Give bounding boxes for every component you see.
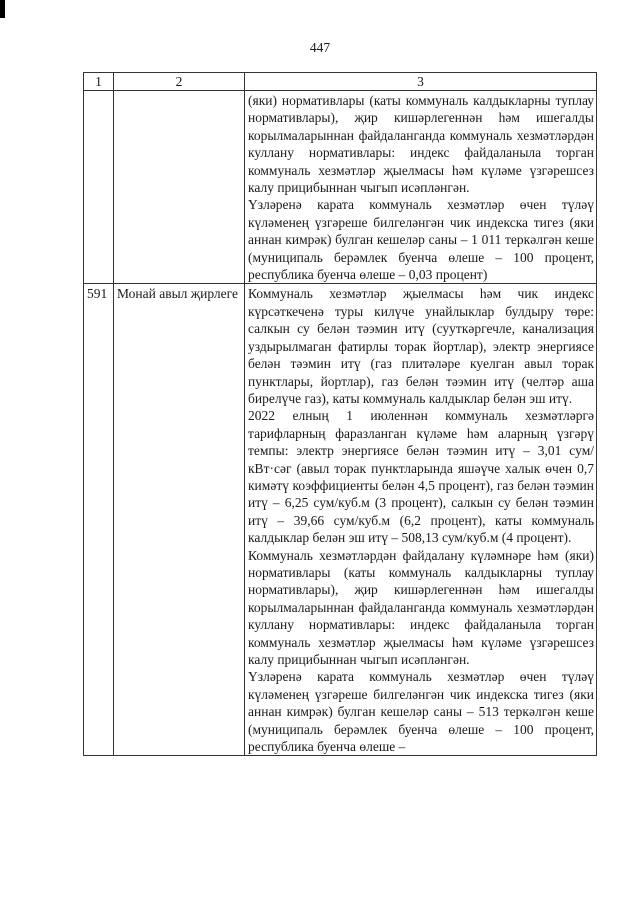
- column-header-2: 2: [114, 73, 245, 91]
- paragraph: Үзләренә карата коммуналь хезмәтләр өчен түләү күләменең үзгәреше билгеләнгән чик индекска тигез (яки аннан кимрәк) булган кешеләр саны – 1 011 теркәлгән кеше (муниципаль берәмлек буенча өлеше – 100 процент, республика буенча өлеше – 0,03 процент): [248, 197, 594, 283]
- settlement-name-cell: [114, 91, 245, 284]
- description-cell: [245, 91, 597, 284]
- paragraph: (яки) нормативлары (каты коммуналь калдыкларны туплау нормативлары), җир кишәрлегеннән һәм ишегалды корылмаларыннан файдаланганда коммуналь хезмәтләрдән куллану нормативлары: индекс файдаланыла торган коммуналь хезмәтләр җыелмасы һәм күләме үзгәрешсез калу прицибыннан чыгып исәпләнгән.: [248, 93, 594, 196]
- description-cell: [245, 284, 597, 756]
- paragraph: Коммуналь хезмәтләрдән файдалану күләмнәре һәм (яки) нормативлары (каты коммуналь калдыкларны туплау нормативлары), җир кишәрлегеннән һәм ишегалды корылмаларыннан файдаланганда коммуналь хезмәтләрдән куллану нормативлары: индекс файдаланыла торган коммуналь хезмәтләр җыелмасы һәм күләме үзгәрешсез калу прицибыннан чыгып исәпләнгән.: [248, 547, 594, 667]
- settlement-name-cell: Монай авыл җирлеге: [114, 284, 245, 756]
- row-number-cell: 591: [84, 284, 114, 756]
- table-header-row: [84, 73, 597, 91]
- document-table: [83, 72, 597, 756]
- scan-edge-mark: [0, 0, 5, 18]
- page-number: 447: [309, 40, 331, 55]
- table-row-591: [84, 284, 597, 756]
- paragraph: Коммуналь хезмәтләр җыелмасы һәм чик индекс күрсәткеченә туры килүче унайлыклар булдыру төре: салкын су белән тәэмин итү (сууткәргечле, канализация уздырылмаган фатирлы торак йортлар), электр энергиясе белән тәэмин итү (газ плитәләре куелган авыл торак пунктлары, йортлар), газ белән тәэмин итү (челтәр аша бирелүче газ), каты коммуналь калдыклар белән эш итү.: [248, 286, 594, 406]
- row-number-cell: [84, 91, 114, 284]
- paragraph: Үзләренә карата коммуналь хезмәтләр өчен түләү күләменең үзгәреше билгеләнгән чик индекска тигез (яки аннан кимрәк) булган кешеләр саны – 513 теркәлгән кеше (муниципаль берәмлек буенча өлеше – 100 процент, республика буенча өлеше –: [248, 669, 594, 755]
- paragraph: 2022 елның 1 июленнән коммуналь хезмәтләргә тарифларның фаразланган күләме һәм аларның үзгәрү темпы: электр энергиясе белән тәэмин итү – 3,01 сум/кВт·сәг (авыл торак пунктларында яшәүче халык өчен 0,7 кимәтү коэффициенты белән 4,5 процент), газ белән тәэмин итү – 6,25 сум/куб.м (3 процент), салкын су белән тәэмин итү – 39,66 сум/куб.м (6,2 процент), каты коммуналь калдыклар белән эш итү – 508,13 сум/куб.м (4 процент).: [248, 408, 594, 546]
- table-row-continuation: [84, 91, 597, 284]
- column-header-3: 3: [245, 73, 597, 91]
- column-header-1: 1: [84, 73, 114, 91]
